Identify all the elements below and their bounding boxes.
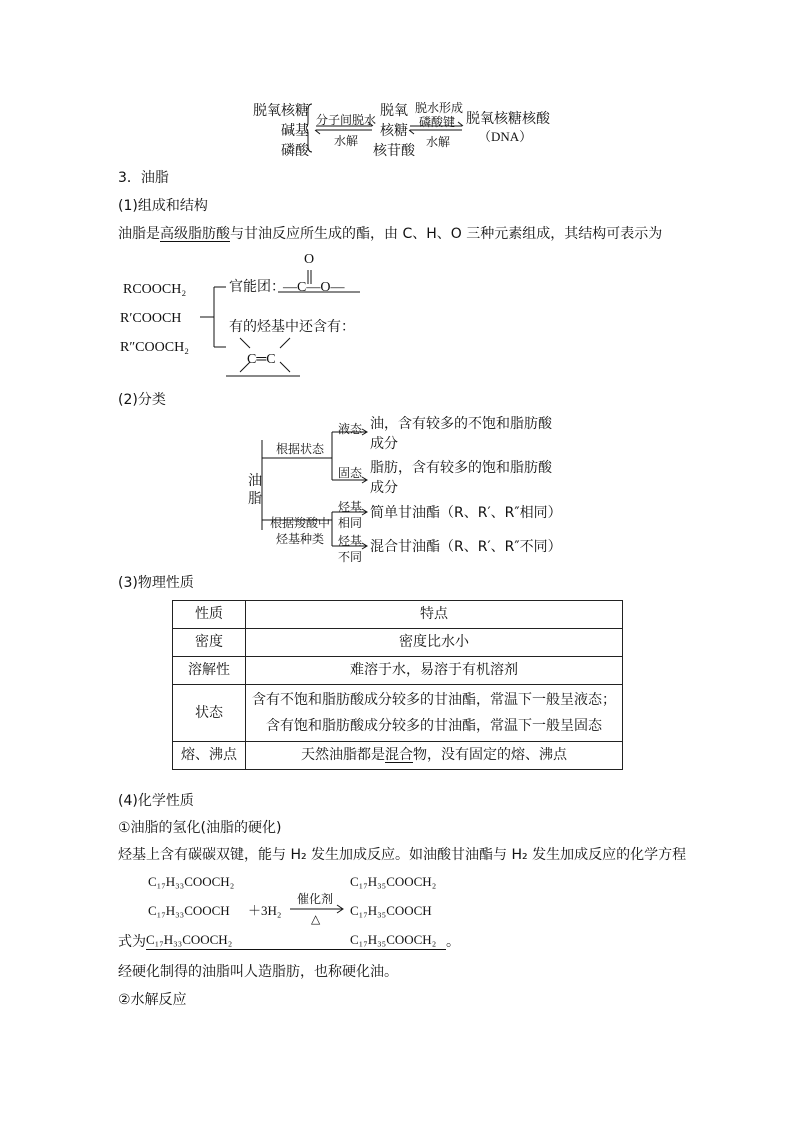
classification-title: (2)分类	[118, 392, 166, 408]
arrow2-top-label-2: 磷酸键	[419, 115, 456, 129]
leaf-diff-tag2: 不同	[338, 550, 363, 564]
row-value-line1: 含有不饱和脂肪酸成分较多的甘油酯，常温下一般呈液态；	[252, 692, 616, 708]
leaf-solid-text1: 脂肪，含有较多的饱和脂肪酸	[370, 460, 552, 476]
arrow1-top-label: 分子间脱水	[316, 113, 377, 127]
composition-description: 油脂是高级脂肪酸与甘油反应所生成的酯，由 C、H、O 三种元素组成，其结构可表示为	[118, 226, 663, 242]
header-property: 性质	[173, 601, 246, 629]
arrow2-bottom-label: 水解	[426, 135, 451, 149]
hydrogenation-description: 烃基上含有碳碳双键，能与 H₂ 发生加成反应。如油酸甘油酯与 H₂ 发生加成反应的化学方程	[118, 847, 687, 863]
formula-line-1: RCOOCH₂	[123, 282, 187, 297]
reactant-line-3: C₁₇H₃₃COOCH₂	[146, 932, 233, 947]
middle-top: 脱氧	[380, 103, 408, 119]
middle-bottom: 核苷酸	[373, 143, 415, 159]
carbonyl-oxygen: O	[304, 252, 315, 267]
hydrolysis-heading: ②水解反应	[118, 992, 187, 1008]
physical-properties-table	[172, 600, 623, 770]
branch-acid-line1: 根据羧酸中	[270, 516, 331, 530]
plus-hydrogen: ＋3H₂	[248, 903, 282, 918]
leaf-solid-text2: 成分	[370, 480, 398, 496]
leaf-diff-text: 混合甘油酯（R、R′、R″不同）	[370, 539, 562, 555]
equation-suffix: 。	[446, 934, 460, 950]
branch-state: 根据状态	[276, 442, 325, 456]
functional-group-label: 官能团：	[229, 279, 285, 295]
row-value: 密度比水小	[246, 629, 623, 657]
leaf-liquid-tag: 液态	[338, 422, 363, 436]
row-value	[246, 685, 623, 742]
header-feature: 特点	[246, 601, 623, 629]
product-line-1: C₁₇H₃₅COOCH₂	[350, 874, 437, 889]
leaf-diff-tag1: 烃基	[338, 534, 363, 548]
leaf-liquid-text1: 油，含有较多的不饱和脂肪酸	[370, 416, 552, 432]
right-bottom: （DNA）	[478, 129, 533, 144]
row-value: 天然油脂都是混合物，没有固定的熔、沸点	[246, 742, 623, 770]
row-name: 熔、沸点	[173, 742, 246, 770]
formula-line-2: R′COOCH	[120, 311, 182, 326]
table-header-row	[173, 601, 623, 629]
arrow2-top-label-1: 脱水形成	[415, 101, 464, 115]
hydrocarbon-label: 有的烃基中还含有：	[229, 319, 355, 335]
equation-underline	[146, 949, 446, 950]
chemical-title: (4)化学性质	[118, 793, 194, 809]
leaf-liquid-text2: 成分	[370, 436, 398, 452]
left-item-base: 碱基	[281, 123, 309, 139]
left-item-phosphate: 磷酸	[281, 143, 309, 159]
product-line-3: C₁₇H₃₅COOCH₂	[350, 932, 437, 947]
leaf-same-tag1: 烃基	[338, 500, 363, 514]
section-heading: 3．油脂	[118, 170, 169, 186]
table-row	[173, 629, 623, 657]
row-value-line2: 含有饱和脂肪酸成分较多的甘油酯，常温下一般呈固态	[266, 718, 602, 734]
tree-root: 油脂	[248, 473, 262, 507]
right-top: 脱氧核糖核酸	[466, 111, 550, 127]
double-bond: C═C	[247, 352, 276, 367]
heat-symbol: △	[311, 912, 321, 926]
hydrogenation-heading: ①油脂的氢化(油脂的硬化)	[118, 820, 282, 836]
leaf-solid-tag: 固态	[338, 466, 363, 480]
table-row	[173, 657, 623, 685]
leaf-same-text: 简单甘油酯（R、R′、R″相同）	[370, 505, 562, 521]
row-name: 溶解性	[173, 657, 246, 685]
table-row	[173, 685, 623, 742]
reactant-line-1: C₁₇H₃₃COOCH₂	[148, 874, 235, 889]
subheading-composition: (1)组成和结构	[118, 198, 208, 214]
left-item-deoxyribose: 脱氧核糖	[253, 103, 309, 119]
leaf-same-tag2: 相同	[338, 516, 363, 530]
catalyst-label: 催化剂	[297, 892, 334, 906]
row-name: 状态	[173, 685, 246, 742]
hardened-oil-description: 经硬化制得的油脂叫人造脂肪，也称硬化油。	[118, 964, 398, 980]
reactant-line-2: C₁₇H₃₃COOCH	[148, 903, 230, 918]
product-line-2: C₁₇H₃₅COOCH	[350, 903, 432, 918]
row-value: 难溶于水，易溶于有机溶剂	[246, 657, 623, 685]
branch-acid-line2: 烃基种类	[276, 532, 325, 546]
table-row	[173, 742, 623, 770]
equation-prefix: 式为	[118, 934, 146, 950]
middle-mid: 核糖	[380, 123, 408, 139]
physical-title: (3)物理性质	[118, 575, 194, 591]
ester-group: —C—O—	[283, 280, 345, 295]
row-name: 密度	[173, 629, 246, 657]
formula-line-3: R″COOCH₂	[120, 340, 190, 355]
arrow1-bottom-label: 水解	[334, 134, 359, 148]
